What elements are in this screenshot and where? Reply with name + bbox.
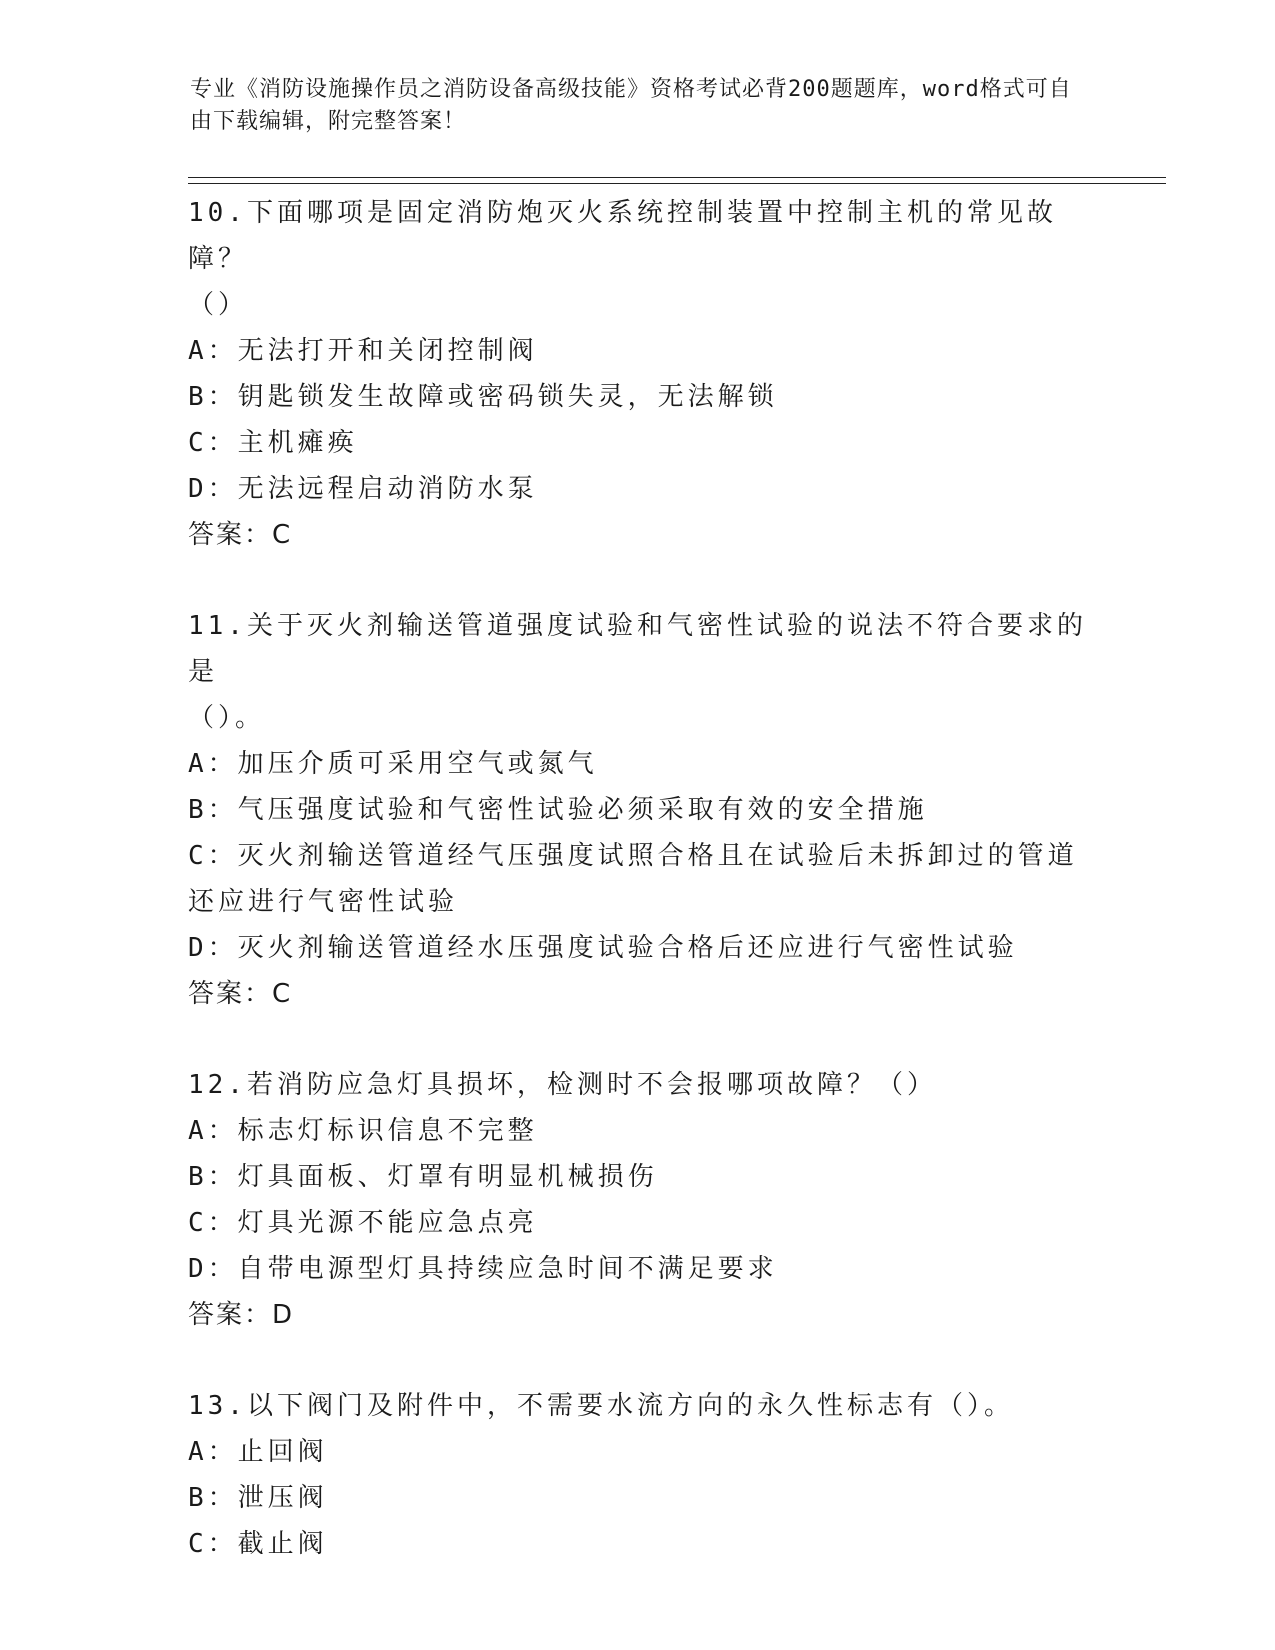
option-c: C：灭火剂输送管道经气压强度试照合格且在试验后未拆卸过的管道还应进行气密性试验 [188,841,1078,917]
option-d: D：自带电源型灯具持续应急时间不满足要求 [188,1254,778,1284]
option-c: C：截止阀 [188,1529,328,1559]
option-d: D：无法远程启动消防水泵 [188,474,538,504]
question-stem: 10.下面哪项是固定消防炮灭火系统控制装置中控制主机的常见故障？ [188,198,1057,274]
option-c: C：灯具光源不能应急点亮 [188,1208,538,1238]
option-c: C：主机瘫痪 [188,428,358,458]
option-b: B：泄压阀 [188,1483,328,1513]
option-b: B：气压强度试验和气密性试验必须采取有效的安全措施 [188,795,928,825]
question-stem-continued: （）。 [188,703,266,733]
question-stem-continued: （） [188,290,249,320]
header-divider-bottom [188,183,1166,184]
question-stem: 12.若消防应急灯具损坏，检测时不会报哪项故障？（） [188,1070,937,1100]
question-13 [188,1383,1088,1567]
option-a: A：止回阀 [188,1437,328,1467]
question-11 [188,603,1088,1017]
question-10 [188,190,1088,558]
answer: 答案：D [188,1300,295,1330]
option-d: D：灭火剂输送管道经水压强度试验合格后还应进行气密性试验 [188,933,1018,963]
option-a: A：标志灯标识信息不完整 [188,1116,538,1146]
question-stem: 11.关于灭火剂输送管道强度试验和气密性试验的说法不符合要求的是 [188,611,1087,687]
document-header: 专业《消防设施操作员之消防设备高级技能》资格考试必背200题题库，word格式可自由下载编辑，附完整答案！ [190,77,1072,134]
answer: 答案：C [188,520,293,550]
option-b: B：钥匙锁发生故障或密码锁失灵，无法解锁 [188,382,778,412]
question-stem: 13.以下阀门及附件中，不需要水流方向的永久性标志有（）。 [188,1391,1014,1421]
question-list [188,190,1088,1567]
question-12 [188,1062,1088,1338]
header-divider-top [188,177,1166,178]
answer: 答案：C [188,979,293,1009]
option-a: A：无法打开和关闭控制阀 [188,336,538,366]
option-b: B：灯具面板、灯罩有明显机械损伤 [188,1162,658,1192]
option-a: A：加压介质可采用空气或氮气 [188,749,598,779]
